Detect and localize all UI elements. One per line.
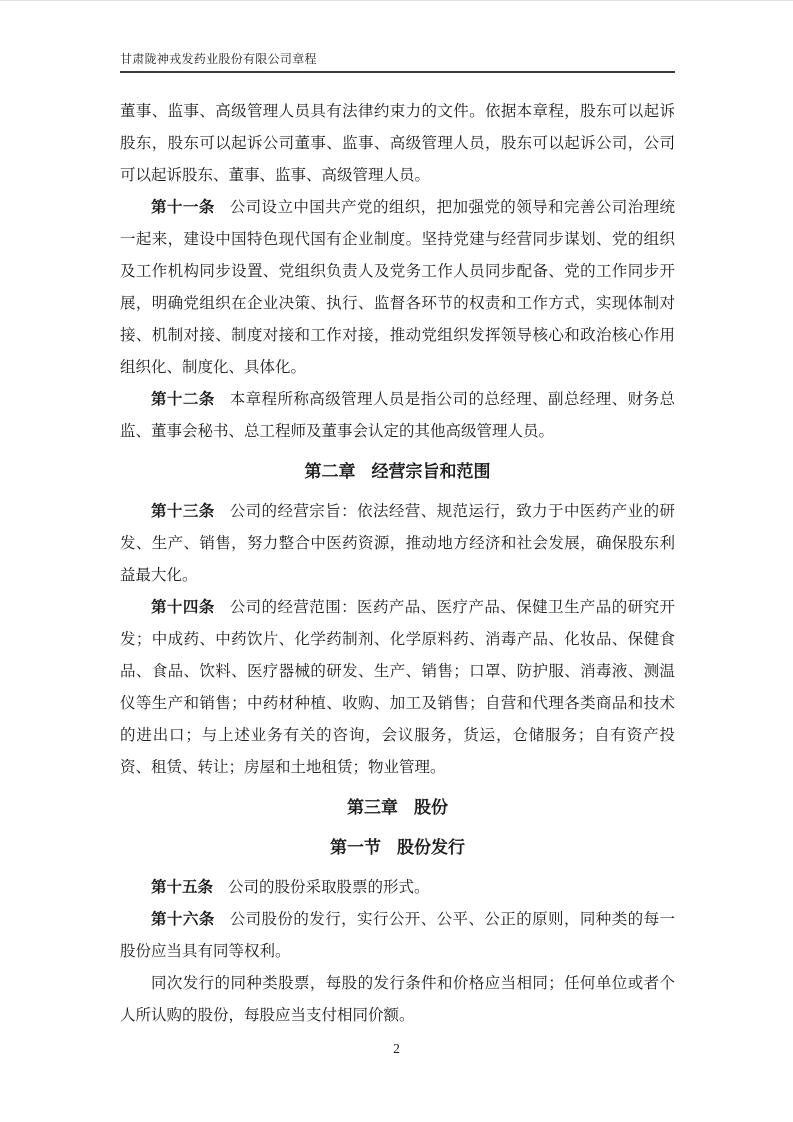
article-12-text: 本章程所称高级管理人员是指公司的总经理、副总经理、财务总监、董事会秘书、总工程师及董事会认定的其他高级管理人员。 [120,391,675,440]
chapter-3-number: 第三章 [347,798,398,817]
article-11-text: 公司设立中国共产党的组织，把加强党的领导和完善公司治理统一起来，建设中国特色现代国有企业制度。坚持党建与经营同步谋划、党的组织及工作机构同步设置、党组织负责人及党务工作人员同步配备、党的工作同步开展，明确党组织在企业决策、执行、监督各环节的权责和工作方式，实现体制对接、机制对接、制度对接和工作对接，推动党组织发挥领导核心和政治核心作用组织化、制度化、具体化。 [120,199,675,376]
document-body [120,73,675,1032]
page-number: 2 [393,1041,400,1056]
section-1-heading [120,832,675,864]
paragraph-text: 同次发行的同种类股票，每股的发行条件和价格应当相同；任何单位或者个人所认购的股份，每股应当支付相同价额。 [120,975,675,1024]
paragraph-same-issue [120,968,675,1032]
paragraph-article-13 [120,496,675,592]
paragraph-article-15 [120,872,675,904]
header-title: 甘肃陇神戎发药业股份有限公司章程 [120,52,317,66]
paragraph-article-12 [120,384,675,448]
article-13-number: 第十三条 [151,503,215,520]
paragraph-article-16 [120,904,675,968]
article-15-text: 公司的股份采取股票的形式。 [228,879,430,896]
article-16-text: 公司股份的发行，实行公开、公平、公正的原则，同种类的每一股份应当具有同等权利。 [120,911,675,960]
section-1-number: 第一节 [330,838,381,857]
article-14-number: 第十四条 [151,599,215,616]
paragraph-continuation [120,96,675,192]
article-11-number: 第十一条 [151,199,215,216]
chapter-2-number: 第二章 [304,462,356,481]
article-13-text: 公司的经营宗旨：依法经营、规范运行，致力于中医药产业的研发、生产、销售，努力整合中医药资源，推动地方经济和社会发展，确保股东利益最大化。 [120,503,675,584]
page-header [120,1,675,73]
article-16-number: 第十六条 [151,911,215,928]
paragraph-article-14 [120,592,675,784]
chapter-3-title: 股份 [414,798,448,817]
paragraph-text: 董事、监事、高级管理人员具有法律约束力的文件。依据本章程，股东可以起诉股东，股东可以起诉公司董事、监事、高级管理人员，股东可以起诉公司，公司可以起诉股东、董事、监事、高级管理人员。 [120,103,675,184]
paragraph-article-11 [120,192,675,384]
article-12-number: 第十二条 [151,391,215,408]
chapter-2-title: 经营宗旨和范围 [371,462,491,481]
chapter-2-heading [120,456,675,488]
article-15-number: 第十五条 [151,879,214,896]
section-1-title: 股份发行 [397,838,465,857]
article-14-text: 公司的经营范围：医药产品、医疗产品、保健卫生产品的研究开发；中成药、中药饮片、化学药制剂、化学原料药、消毒产品、化妆品、保健食品、食品、饮料、医疗器械的研发、生产、销售；口罩、防护服、消毒液、测温仪等生产和销售；中药材种植、收购、加工及销售；自营和代理各类商品和技术的进出口；与上述业务有关的咨询，会议服务，货运，仓储服务；自有资产投资、租赁、转让；房屋和土地租赁；物业管理。 [120,599,675,776]
chapter-3-heading [120,792,675,824]
